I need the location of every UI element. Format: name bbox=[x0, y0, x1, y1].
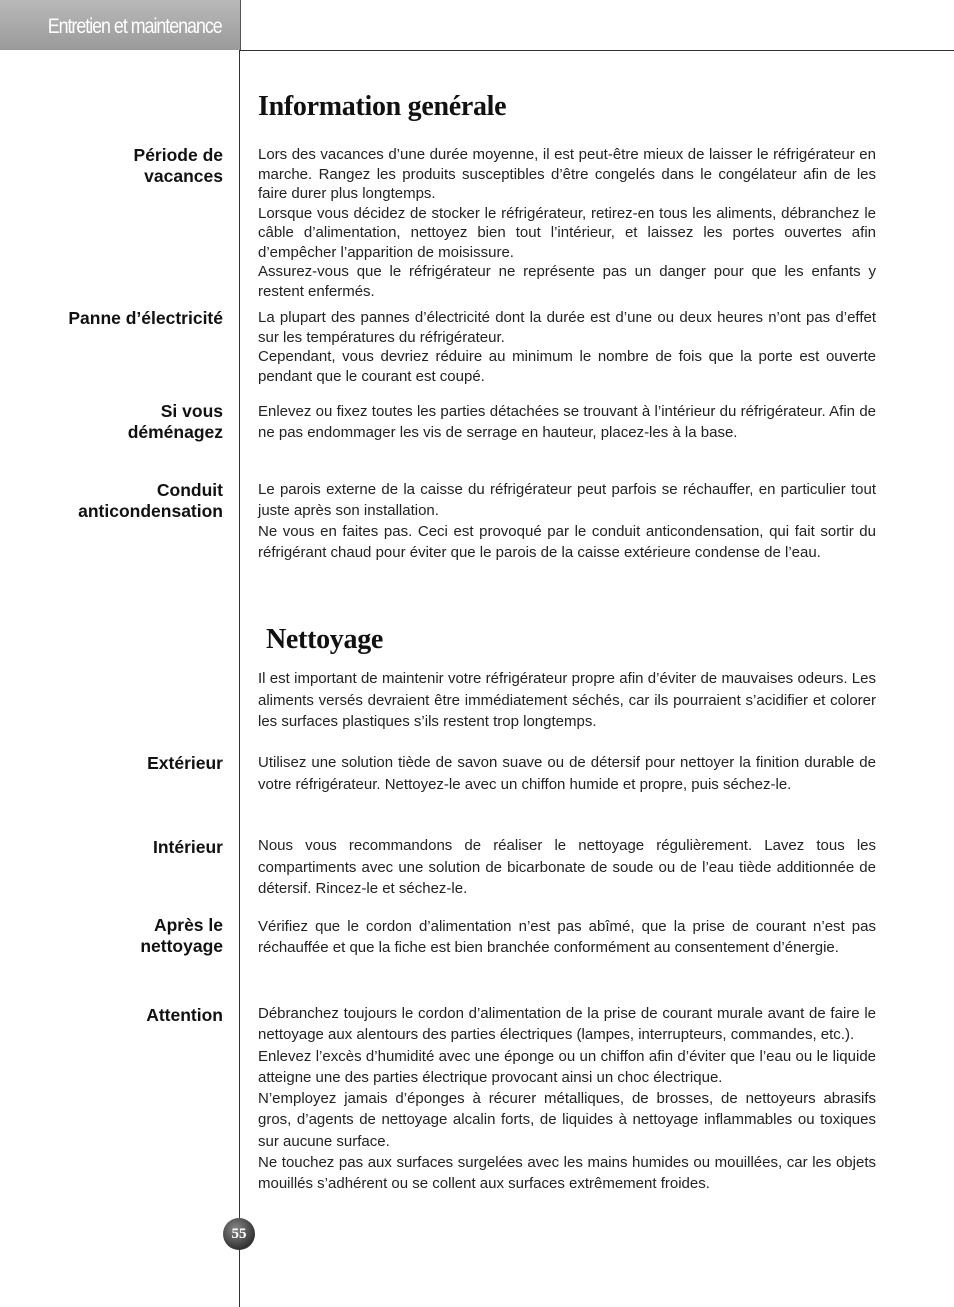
paragraph: Le parois externe de la caisse du réfrigérateur peut parfois se réchauffer, en particulier tout juste après son installation. bbox=[258, 481, 876, 519]
column-divider bbox=[239, 50, 240, 1307]
label-line: déménagez bbox=[127, 422, 223, 442]
text-attention bbox=[258, 1003, 876, 1195]
paragraph: Il est important de maintenir votre réfrigérateur propre afin d’éviter de mauvaises odeurs. Les aliments versés devraient être immédiatement séchés, car ils pourraient s’acidifier et colorer les surfaces plastiques s’ils restent trop longtemps. bbox=[258, 670, 876, 730]
text-nettoyage-intro bbox=[258, 668, 876, 733]
label-line: nettoyage bbox=[140, 936, 223, 956]
header-rule bbox=[240, 50, 954, 51]
label-exterieur bbox=[147, 753, 223, 774]
section-header-tab bbox=[0, 0, 241, 50]
paragraph: Ne vous en faites pas. Ceci est provoqué par le conduit anticondensation, qui fait sortir du réfrigérant chaud pour éviter que le parois de la caisse extérieure condense de l’eau. bbox=[258, 523, 876, 561]
heading-nettoyage: Nettoyage bbox=[266, 624, 384, 655]
paragraph: Débranchez toujours le cordon d’alimentation de la prise de courant murale avant de faire le nettoyage aux alentours des parties électriques (lampes, interrupteurs, commandes, etc.). bbox=[258, 1005, 876, 1044]
page-number-badge: 55 bbox=[223, 1218, 255, 1250]
text-panne-electricite bbox=[258, 308, 876, 386]
label-line: Période de bbox=[133, 145, 223, 165]
paragraph: Nous vous recommandons de réaliser le nettoyage régulièrement. Lavez tous les compartiments avec une solution de bicarbonate de soude ou de l’eau tiède additionnée de détersif. Rincez-le et séchez-le. bbox=[258, 837, 876, 897]
text-periode-de-vacances bbox=[258, 145, 876, 301]
text-si-vous-demenagez bbox=[258, 401, 876, 443]
text-conduit-anticondensation bbox=[258, 479, 876, 563]
label-periode-de-vacances bbox=[134, 145, 223, 187]
paragraph: N’employez jamais d’éponges à récurer métalliques, de brosses, de nettoyeurs abrasifs gros, d’agents de nettoyage alcalin forts, de liquides à nettoyage inflammables ou toxiques sur aucune surface. bbox=[258, 1090, 876, 1150]
paragraph: Enlevez l’excès d’humidité avec une éponge ou un chiffon afin d’éviter que l’eau ou le liquide atteigne une des parties électrique provocant ainsi un choc électrique. bbox=[258, 1047, 876, 1086]
label-line: anticondensation bbox=[78, 501, 223, 521]
text-apres-le-nettoyage bbox=[258, 916, 876, 958]
label-line: Attention bbox=[146, 1005, 223, 1025]
section-header-title: Entretien et maintenance bbox=[48, 15, 222, 38]
paragraph: Cependant, vous devriez réduire au minimum le nombre de fois que la porte est ouverte pendant que le courant est coupé. bbox=[258, 348, 876, 385]
label-attention bbox=[146, 1005, 223, 1026]
label-apres-le-nettoyage bbox=[140, 915, 223, 957]
paragraph: Assurez-vous que le réfrigérateur ne représente pas un danger pour que les enfants y restent enfermés. bbox=[258, 263, 876, 300]
paragraph: Utilisez une solution tiède de savon suave ou de détersif pour nettoyer la finition durable de votre réfrigérateur. Nettoyez-le avec un chiffon humide et propre, puis séchez-le. bbox=[258, 754, 876, 793]
label-conduit-anticondensation bbox=[78, 480, 223, 522]
paragraph: Lorsque vous décidez de stocker le réfrigérateur, retirez-en tous les aliments, débranchez le câble d’alimentation, nettoyez bien tout l’intérieur, et laissez les portes ouvertes afin d’empêcher l’apparition de moisissure. bbox=[258, 204, 876, 261]
label-line: Si vous bbox=[160, 401, 223, 421]
label-si-vous-demenagez bbox=[128, 401, 223, 443]
paragraph: Lors des vacances d’une durée moyenne, il est peut-être mieux de laisser le réfrigérateur en marche. Rangez les produits susceptibles d’être congelés dans le congélateur afin de les faire durer plus longtemps. bbox=[258, 146, 876, 202]
label-line: Après le bbox=[153, 915, 223, 935]
label-panne-electricite bbox=[68, 308, 223, 329]
label-line: vacances bbox=[144, 166, 223, 186]
text-interieur bbox=[258, 835, 876, 900]
heading-information-generale: Information genérale bbox=[258, 91, 507, 122]
paragraph: Vérifiez que le cordon d’alimentation n’est pas abîmé, que la prise de courant n’est pas réchauffée et que la fiche est bien branchée conformément au consentement d’énergie. bbox=[258, 918, 876, 956]
text-exterieur bbox=[258, 752, 876, 795]
label-interieur bbox=[153, 837, 223, 858]
paragraph: Ne touchez pas aux surfaces surgelées avec les mains humides ou mouillées, car les objets mouillés s’adhérent ou se collent aux surfaces extrêmement froides. bbox=[258, 1154, 876, 1193]
label-line: Conduit bbox=[156, 480, 223, 500]
paragraph: Enlevez ou fixez toutes les parties détachées se trouvant à l’intérieur du réfrigérateur. Afin de ne pas endommager les vis de serrage en hauteur, placez-les à la base. bbox=[258, 403, 876, 441]
label-line: Panne d’électricité bbox=[68, 308, 223, 328]
label-line: Intérieur bbox=[152, 837, 223, 857]
paragraph: La plupart des pannes d’électricité dont la durée est d’une ou deux heures n’ont pas d’effet sur les températures du réfrigérateur. bbox=[258, 309, 876, 346]
label-line: Extérieur bbox=[147, 753, 223, 773]
